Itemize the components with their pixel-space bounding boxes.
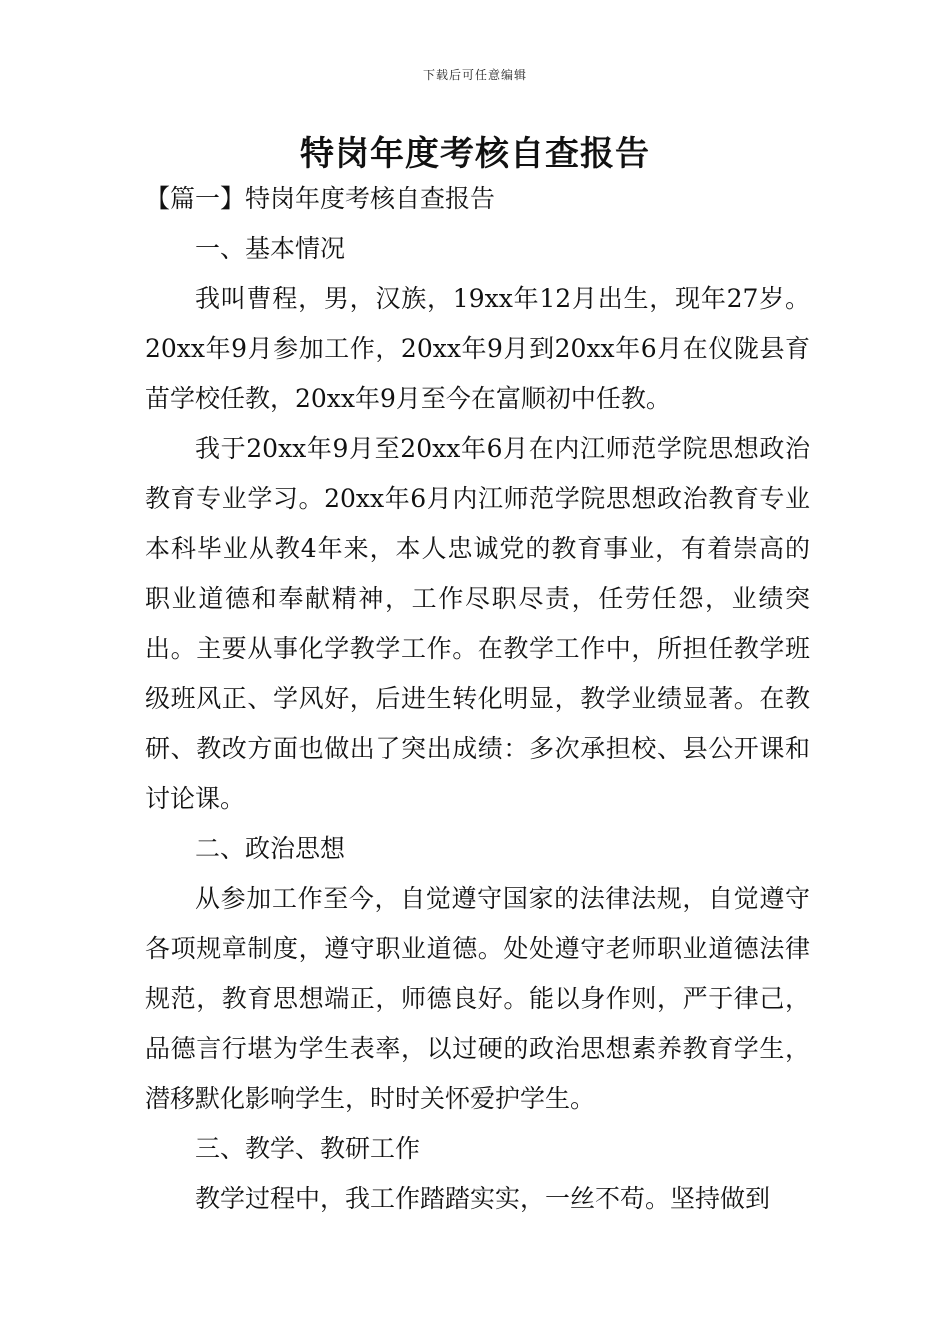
header-note: 下载后可任意编辑 bbox=[422, 68, 527, 82]
document-body bbox=[145, 174, 810, 1224]
section-heading-basic-info: 一、基本情况 bbox=[195, 234, 346, 263]
section-heading-political: 二、政治思想 bbox=[195, 834, 346, 863]
article-subtitle: 【篇一】特岗年度考核自查报告 bbox=[145, 184, 496, 213]
paragraph-basic-info-1: 我叫曹程，男，汉族，19xx年12月出生，现年27岁。20xx年9月参加工作，20xx年9月到20xx年6月在仪陇县育苗学校任教，20xx年9月至今在富顺初中任教。 bbox=[145, 284, 810, 413]
paragraph-basic-info-2: 我于20xx年9月至20xx年6月在内江师范学院思想政治教育专业学习。20xx年6月内江师范学院思想政治教育专业本科毕业从教4年来，本人忠诚党的教育事业，有着崇高的职业道德和奉献精神，工作尽职尽责，任劳任怨，业绩突出。主要从事化学教学工作。在教学工作中，所担任教学班级班风正、学风好，后进生转化明显，教学业绩显著。在教研、教改方面也做出了突出成绩：多次承担校、县公开课和讨论课。 bbox=[145, 434, 810, 813]
document-title: 特岗年度考核自查报告 bbox=[300, 134, 650, 174]
paragraph-political-1: 从参加工作至今，自觉遵守国家的法律法规，自觉遵守各项规章制度，遵守职业道德。处处遵守老师职业道德法律规范，教育思想端正，师德良好。能以身作则，严于律己，品德言行堪为学生表率，以过硬的政治思想素养教育学生，潜移默化影响学生，时时关怀爱护学生。 bbox=[145, 884, 810, 1113]
section-heading-teaching: 三、教学、教研工作 bbox=[195, 1134, 421, 1163]
paragraph-teaching-1: 教学过程中，我工作踏踏实实，一丝不苟。坚持做到 bbox=[195, 1184, 771, 1213]
